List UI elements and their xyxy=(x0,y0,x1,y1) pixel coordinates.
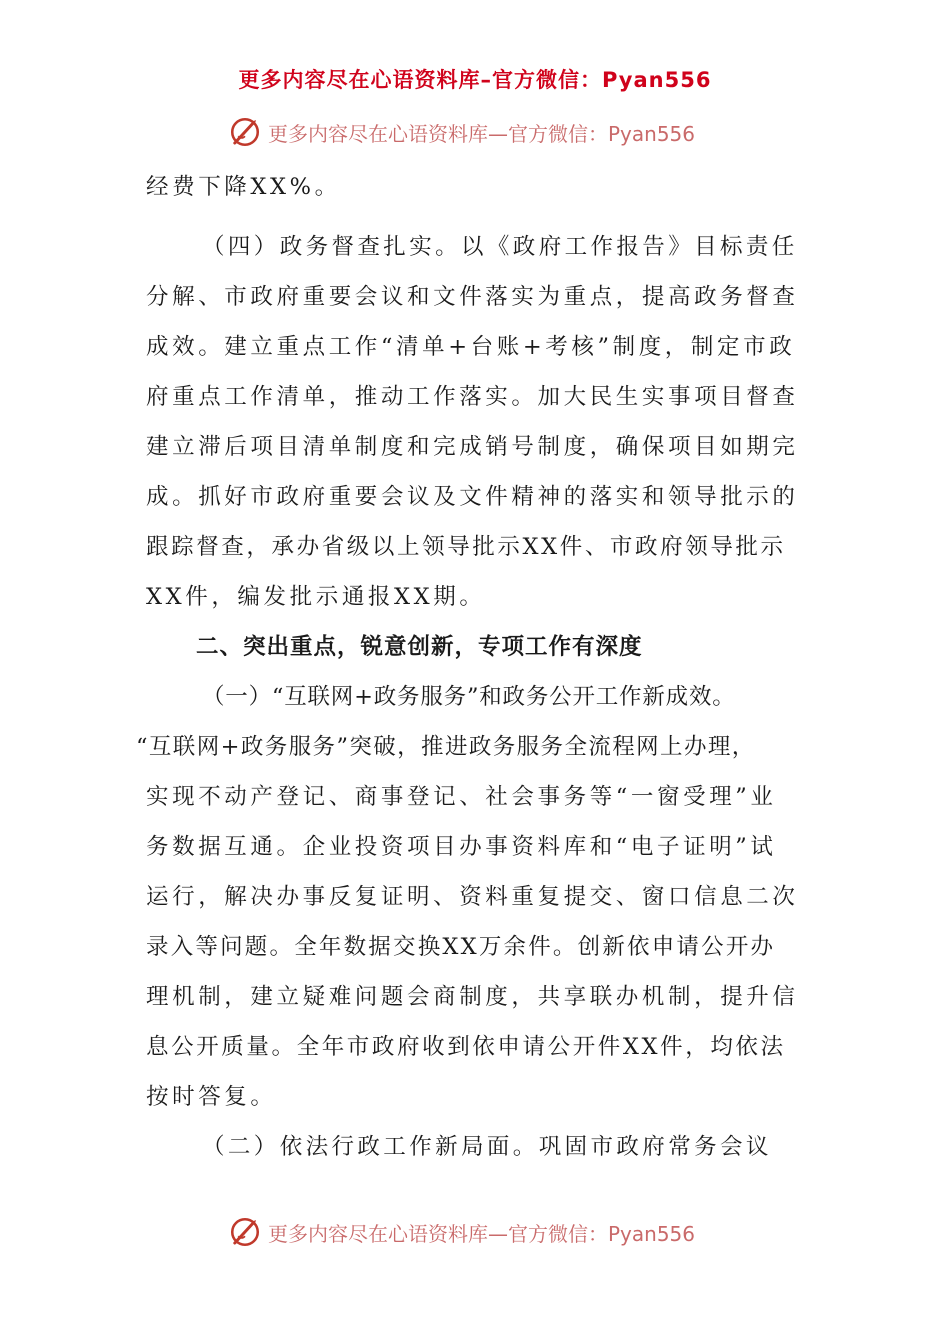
body-line: 府重点工作清单，推动工作落实。加大民生实事项目督查 xyxy=(146,384,799,410)
pen-logo-icon xyxy=(228,115,262,149)
body-line: 息公开质量。全年市政府收到依申请公开件XX件，均依法 xyxy=(146,1034,786,1060)
pen-logo-icon xyxy=(228,1215,262,1249)
body-line: （四）政务督查扎实。以《政府工作报告》目标责任 xyxy=(202,234,798,260)
body-line: 务数据互通。企业投资项目办事资料库和“电子证明”试 xyxy=(146,834,777,860)
header-watermark-text: 更多内容尽在心语资料库—官方微信：Pyan556 xyxy=(268,121,696,146)
subsection-heading: （一）“互联网+政务服务”和政务公开工作新成效。 xyxy=(202,684,736,710)
body-line: 理机制，建立疑难问题会商制度，共享联办机制，提升信 xyxy=(146,984,799,1010)
body-line: 经费下降XX%。 xyxy=(146,174,341,200)
body-line: （二）依法行政工作新局面。巩固市政府常务会议 xyxy=(202,1134,772,1160)
body-line: 实现不动产登记、商事登记、社会事务等“一窗受理”业 xyxy=(146,784,777,810)
body-line: 跟踪督查，承办省级以上领导批示XX件、市政府领导批示 xyxy=(146,534,786,560)
body-line: 按时答复。 xyxy=(146,1084,277,1110)
footer-watermark xyxy=(228,1212,695,1252)
body-line: 录入等问题。全年数据交换XX万余件。创新依申请公开办 xyxy=(146,934,776,960)
section-heading: 二、突出重点，锐意创新，专项工作有深度 xyxy=(196,634,643,660)
body-line: XX件，编发批示通报XX期。 xyxy=(146,584,486,610)
footer-watermark-text: 更多内容尽在心语资料库—官方微信：Pyan556 xyxy=(268,1221,696,1246)
body-line: 分解、市政府重要会议和文件落实为重点，提高政务督查 xyxy=(146,284,799,310)
header-watermark xyxy=(228,112,695,152)
body-line: “互联网+政务服务”突破，推进政务服务全流程网上办理， xyxy=(136,734,756,760)
body-line: 建立滞后项目清单制度和完成销号制度，确保项目如期完 xyxy=(146,434,799,460)
top-banner: 更多内容尽在心语资料库–官方微信：Pyan556 xyxy=(238,68,712,92)
body-line: 成。抓好市政府重要会议及文件精神的落实和领导批示的 xyxy=(146,484,799,510)
body-line: 运行，解决办事反复证明、资料重复提交、窗口信息二次 xyxy=(146,884,799,910)
body-line: 成效。建立重点工作“清单+台账+考核”制度，制定市政 xyxy=(146,334,796,360)
